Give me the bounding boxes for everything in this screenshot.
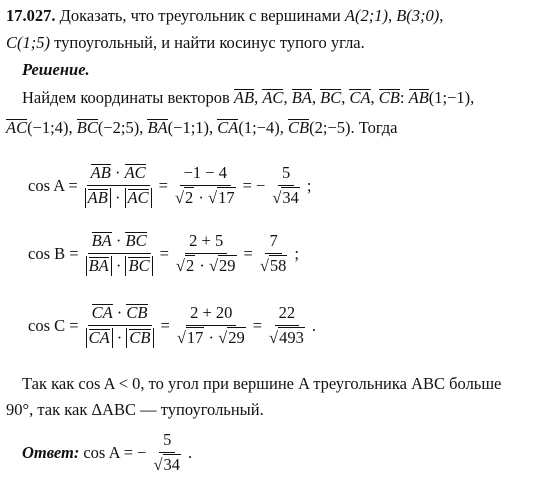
vector-coord-value: (1;−1) [428, 88, 471, 107]
problem-text-1: Доказать, что треугольник с вершинами [59, 6, 341, 25]
punctuation: ; [294, 243, 299, 263]
radicand: 34 [163, 455, 180, 474]
vector-name: AC [127, 188, 149, 207]
radicand: 29 [219, 256, 236, 275]
vector-name: BA [91, 231, 112, 250]
vector-name: AC [124, 163, 146, 182]
vector-name: CA [349, 88, 371, 107]
equals-sign: = − [242, 175, 266, 195]
vector-name: CB [126, 303, 148, 322]
radicand: 17 [186, 328, 204, 347]
numerator: 2 + 5 [185, 231, 227, 254]
vectors-intro: Найдем координаты векторов [22, 88, 230, 107]
vector-name: BC [128, 256, 150, 275]
problem-text-2: тупоугольный, и найти косинус тупого угла. [54, 33, 365, 52]
vector-coord-name: AB [408, 88, 429, 107]
formula-lhs: cos B = [28, 243, 79, 263]
vector-coord-name: BC [76, 118, 98, 137]
formula-fraction: $\frac{AB \cdot AC}{AB \cdot AC}$ [85, 163, 152, 208]
formula-fraction: $\frac{2 + 20}{√17 \cdot √29}$ [176, 303, 245, 347]
vector-coord-name: BA [147, 118, 168, 137]
result-fraction: $\frac{5}{√34}$ [272, 163, 299, 207]
radicand: 2 [185, 256, 195, 275]
punctuation: . [188, 442, 193, 462]
radicand: 493 [279, 328, 304, 347]
numerator: 5 [159, 430, 175, 453]
vectors-line-2: AC(−1;4), BC(−2;5), BA(−1;1), CA(1;−4), CB(2;−5). Тогда [6, 118, 398, 137]
vector-coord-name: CB [288, 118, 310, 137]
vector-name: AC [262, 88, 284, 107]
numerator: 22 [275, 303, 300, 326]
vector-name: BA [291, 88, 312, 107]
vector-coord-value: (2;−5) [309, 118, 351, 137]
formula-fraction: $\frac{2 + 5}{√2 \cdot √29}$ [175, 231, 236, 275]
numerator: 5 [278, 163, 294, 186]
formula-fraction: $\frac{BA \cdot BC}{BA \cdot BC}$ [86, 231, 153, 276]
problem-line-2 [6, 33, 365, 53]
radicand: 29 [228, 328, 245, 347]
result-fraction: $\frac{22}{√493}$ [269, 303, 304, 347]
vector-name: BC [320, 88, 342, 107]
vectors-line-1: Найдем координаты векторов AB, AC, BA, BC, CA, CB: AB(1;−1), [22, 88, 475, 107]
formula-lhs: cos A = [28, 175, 78, 195]
formula-lhs: cos C = [28, 315, 79, 335]
punctuation: . [311, 315, 316, 335]
numerator: 2 + 20 [186, 303, 236, 326]
vector-name: AB [87, 188, 108, 207]
equals-sign: = [252, 315, 262, 335]
vector-name: AB [233, 88, 255, 107]
vector-coord-value: (−1;4) [27, 118, 69, 137]
problem-number: 17.027. [6, 6, 56, 25]
result-fraction: $\frac{7}{√58}$ [259, 231, 287, 275]
punctuation: ; [306, 175, 312, 195]
vector-name: BA [88, 256, 109, 275]
radicand: 2 [185, 188, 194, 207]
vector-name: CA [91, 303, 113, 322]
point-b: B(3;0) [396, 6, 440, 25]
formula-cos-c: cos C = $\frac{CA \cdot CB}{CA \cdot CB}$ = $\frac{2 + 20}{√17 \cdot √29}$ = $\frac{22}{√493}$ . [28, 303, 316, 347]
answer [22, 430, 192, 475]
vector-name: CB [378, 88, 400, 107]
numerator: 7 [265, 231, 281, 254]
radicand: 17 [218, 188, 235, 207]
vector-name: CA [88, 328, 110, 347]
answer-label: Ответ: [22, 442, 80, 462]
solution-label: Решение. [22, 60, 90, 79]
vector-coord-value: (−2;5) [97, 118, 140, 137]
problem-line-1: 17.027. Доказать, что треугольник с вершинами A(2;1), B(3;0), [6, 6, 444, 25]
point-a: A(2;1) [344, 6, 388, 25]
formula-cos-a: cos A = $\frac{AB \cdot AC}{AB \cdot AC}$ = $\frac{-1 - 4}{√2 \cdot √17}$ = − $\frac{5}{√34}$ ; [28, 163, 312, 207]
radicand: 34 [282, 188, 299, 207]
conclusion-line-2: 90°, так как ΔABC — тупоугольный. [6, 400, 264, 419]
formula-cos-b: cos B = $\frac{BA \cdot BC}{BA \cdot BC}$ = $\frac{2 + 5}{√2 \cdot √29}$ = $\frac{7}{√58}$ ; [28, 231, 299, 275]
then-text: Тогда [358, 118, 398, 137]
vector-coord-name: AC [6, 118, 28, 137]
answer-expr: cos A = − [83, 442, 147, 462]
point-c: C(1;5) [6, 33, 50, 52]
numerator: −1 − 4 [180, 163, 231, 186]
answer-fraction: $\frac{5}{√34}$ [153, 430, 180, 474]
vector-coord-value: (−1;1) [167, 118, 210, 137]
vector-coord-name: CA [217, 118, 239, 137]
vector-coord-value: (1;−4) [238, 118, 280, 137]
formula-fraction: $\frac{-1 - 4}{√2 \cdot √17}$ [174, 163, 235, 207]
vector-name: AB [90, 163, 111, 182]
vector-name: CB [129, 328, 151, 347]
equals-sign: = [243, 243, 253, 263]
formula-fraction: $\frac{CA \cdot CB}{CA \cdot CB}$ [86, 303, 154, 348]
radicand: 58 [269, 256, 287, 275]
vector-name: BC [125, 231, 147, 250]
conclusion-line-1: Так как cos A < 0, то угол при вершине A треугольника ABC больше [22, 374, 502, 393]
